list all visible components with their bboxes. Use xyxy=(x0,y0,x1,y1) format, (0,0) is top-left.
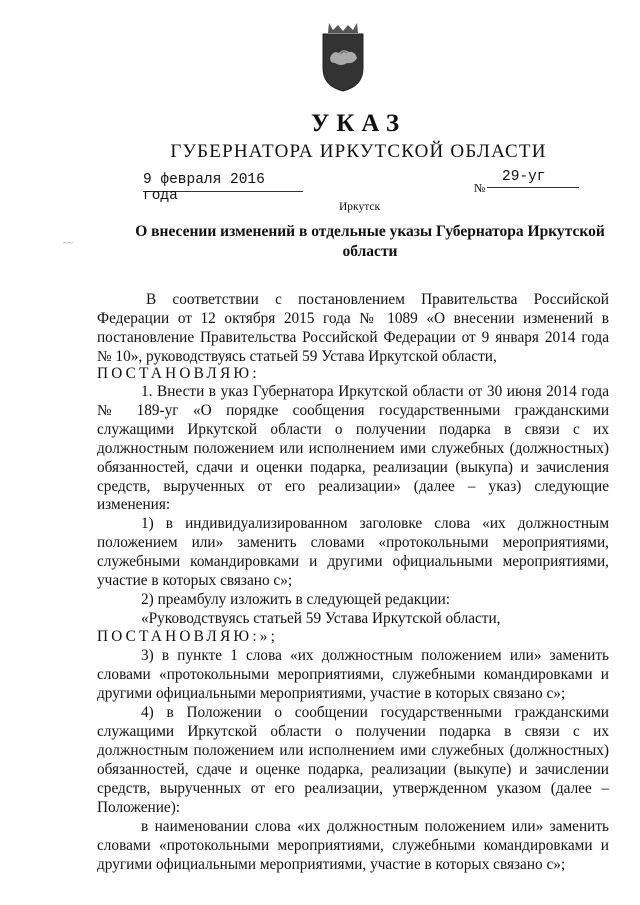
body-line: положением или» заменить словами «протокольными мероприятиями, xyxy=(97,534,609,551)
heading-line: О внесении изменений в отдельные указы Губернатора Иркутской xyxy=(135,223,605,240)
body-line: «Руководствуясь статьей 59 Устава Иркутской области, xyxy=(141,610,501,627)
margin-mark: ~~ xyxy=(63,238,73,248)
body-line: 4) в Положении о сообщении государственными гражданскими xyxy=(141,704,609,721)
body-line: обязанностей, сдаче и оценке подарка, реализации (выкупе) и зачислении xyxy=(97,761,609,778)
body-line: средств, вырученных от его реализации» (далее – указ) следующие xyxy=(97,478,609,495)
body-line: ПОСТАНОВЛЯЮ:»; xyxy=(97,628,279,645)
body-line: изменения: xyxy=(97,496,171,513)
body-line: служебными командировками и другими официальными мероприятиями, xyxy=(97,553,609,570)
body-line: 3) в пункте 1 слова «их должностным положением или» заменить xyxy=(141,647,609,664)
coat-of-arms-icon xyxy=(321,20,365,92)
body-line: 2) преамбулу изложить в следующей редакции: xyxy=(141,591,451,608)
body-line: В соответствии с постановлением Правительства Российской xyxy=(146,291,609,308)
body-line: 1. Внести в указ Губернатора Иркутской области от 30 июня 2014 года xyxy=(141,383,609,400)
body-line: словами «протокольными мероприятиями, служебными командировками и xyxy=(97,666,609,683)
body-line: участие в которых связано с»; xyxy=(97,572,293,589)
heading-line: области xyxy=(342,243,398,260)
body-line: средств, вырученных от его реализации, утвержденном указом (далее – xyxy=(97,780,609,797)
body-line: Положение): xyxy=(97,799,181,816)
body-line: № 10», руководствуясь статьей 59 Устава Иркутской области, xyxy=(97,348,497,365)
body-line: другими официальными мероприятиями, участие в которых связано с»; xyxy=(97,856,566,873)
body-line: Федерации от 12 октября 2015 года № 1089 «О внесении изменений в xyxy=(97,310,609,327)
document-heading xyxy=(130,222,610,262)
body-line: служащими Иркутской области о получении подарка в связи с их xyxy=(97,723,609,740)
body-line: обязанностей, сдачи и оценки подарка, реализации (выкупа) и зачисления xyxy=(97,459,609,476)
body-line: ПОСТАНОВЛЯЮ: xyxy=(97,365,260,382)
body-line: в наименовании слова «их должностным положением или» заменить xyxy=(141,818,609,835)
document-title: УКАЗ xyxy=(310,110,407,137)
document-date: 9 февраля 2016 года xyxy=(143,172,303,192)
city: Иркутск xyxy=(339,201,381,213)
document-number: 29-уг xyxy=(487,169,579,188)
body-line: постановление Правительства Российской Федерации от 9 января 2014 года xyxy=(97,329,609,346)
body-line: должностным положением или исполнением ими служебных (должностных) xyxy=(97,742,609,759)
body-line: словами «протокольными мероприятиями, служебными командировками и xyxy=(97,837,609,854)
body-line: должностным положением или исполнением ими служебных (должностных) xyxy=(97,440,609,457)
document-subtitle: ГУБЕРНАТОРА ИРКУТСКОЙ ОБЛАСТИ xyxy=(170,141,547,162)
body-line: другими официальными мероприятиями, участие в которых связано с»; xyxy=(97,685,566,702)
body-line: 1) в индивидуализированном заголовке слова «их должностным xyxy=(141,515,609,532)
body-line: № 189-уг «О порядке сообщения государственными гражданскими xyxy=(97,402,609,419)
number-label: № xyxy=(474,181,486,195)
body-line: служащими Иркутской области о получении подарка в связи с их xyxy=(97,421,609,438)
